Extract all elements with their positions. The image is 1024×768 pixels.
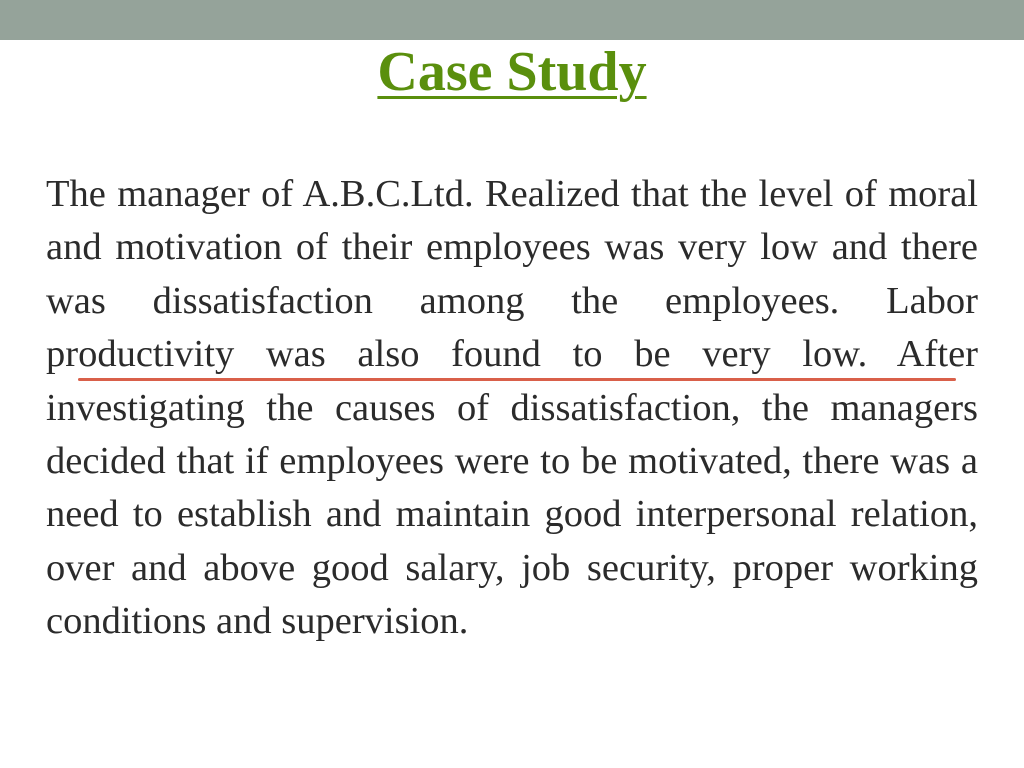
slide-title: Case Study bbox=[377, 41, 647, 103]
top-banner-bar bbox=[0, 0, 1024, 40]
annotation-underline bbox=[78, 378, 956, 381]
case-study-paragraph: The manager of A.B.C.Ltd. Realized that the level of moral and motivation of their employees was very low and there was dissatisfaction among the employees. Labor productivity was also found to be very low. After investigating the causes of dissatisfaction, the managers decided that if employees were to be motivated, there was a need to establish and maintain good interpersonal relation, over and above good salary, job security, proper working conditions and supervision. bbox=[46, 173, 978, 643]
